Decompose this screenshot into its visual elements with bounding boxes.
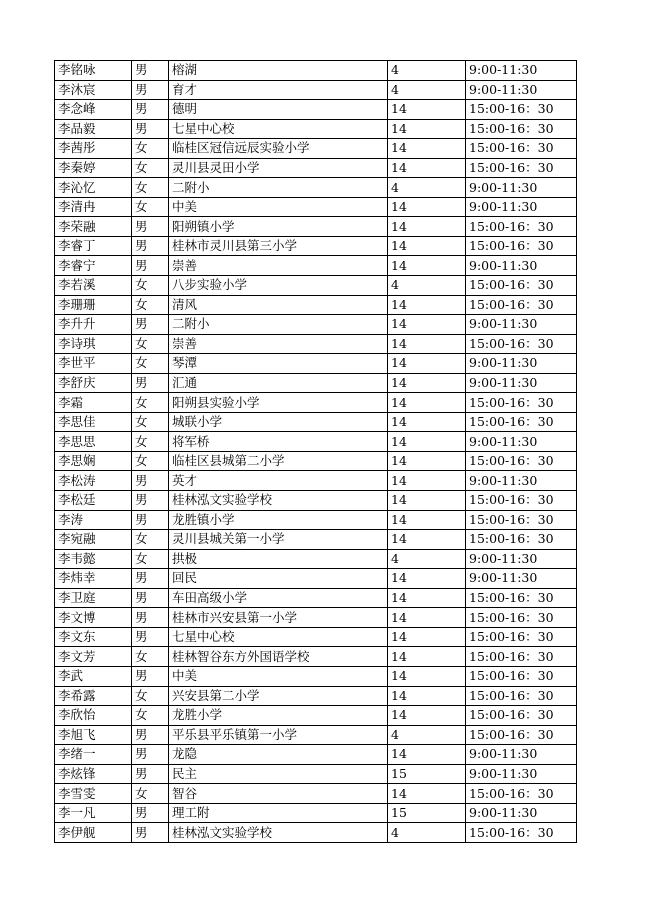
gender-cell: 女: [132, 354, 169, 374]
gender-cell: 男: [132, 315, 169, 335]
time-slot-cell: 15:00-16：30: [466, 276, 577, 296]
table-row: [55, 803, 577, 823]
grade-cell: 14: [388, 197, 466, 217]
time-slot-cell: 9:00-11:30: [466, 80, 577, 100]
table-row: [55, 549, 577, 569]
school-cell: 临桂区县城第二小学: [169, 451, 388, 471]
table-row: [55, 276, 577, 296]
student-name-cell: 李品毅: [55, 119, 132, 139]
gender-cell: 男: [132, 588, 169, 608]
grade-cell: 14: [388, 295, 466, 315]
time-slot-cell: 9:00-11:30: [466, 354, 577, 374]
roster-table: [54, 60, 577, 843]
table-row: [55, 764, 577, 784]
time-slot-cell: 15:00-16：30: [466, 627, 577, 647]
table-row: [55, 784, 577, 804]
gender-cell: 女: [132, 158, 169, 178]
table-row: [55, 334, 577, 354]
grade-cell: 14: [388, 491, 466, 511]
time-slot-cell: 15:00-16：30: [466, 706, 577, 726]
student-name-cell: 李世平: [55, 354, 132, 374]
student-name-cell: 李韦懿: [55, 549, 132, 569]
student-name-cell: 李松涛: [55, 471, 132, 491]
school-cell: 平乐县平乐镇第一小学: [169, 725, 388, 745]
grade-cell: 14: [388, 706, 466, 726]
time-slot-cell: 15:00-16：30: [466, 823, 577, 843]
student-name-cell: 李舒庆: [55, 373, 132, 393]
gender-cell: 女: [132, 706, 169, 726]
student-name-cell: 李伊舰: [55, 823, 132, 843]
grade-cell: 4: [388, 549, 466, 569]
gender-cell: 男: [132, 491, 169, 511]
table-row: [55, 530, 577, 550]
time-slot-cell: 9:00-11:30: [466, 569, 577, 589]
grade-cell: 14: [388, 373, 466, 393]
school-cell: 阳朔县实验小学: [169, 393, 388, 413]
grade-cell: 14: [388, 471, 466, 491]
school-cell: 智谷: [169, 784, 388, 804]
grade-cell: 14: [388, 745, 466, 765]
table-row: [55, 80, 577, 100]
gender-cell: 男: [132, 608, 169, 628]
gender-cell: 男: [132, 100, 169, 120]
gender-cell: 女: [132, 530, 169, 550]
grade-cell: 14: [388, 158, 466, 178]
student-name-cell: 李一凡: [55, 803, 132, 823]
gender-cell: 女: [132, 451, 169, 471]
time-slot-cell: 15:00-16：30: [466, 236, 577, 256]
student-name-cell: 李绪一: [55, 745, 132, 765]
time-slot-cell: 15:00-16：30: [466, 784, 577, 804]
grade-cell: 15: [388, 764, 466, 784]
table-row: [55, 100, 577, 120]
table-row: [55, 139, 577, 159]
gender-cell: 男: [132, 510, 169, 530]
time-slot-cell: 15:00-16：30: [466, 217, 577, 237]
gender-cell: 男: [132, 217, 169, 237]
school-cell: 八步实验小学: [169, 276, 388, 296]
table-row: [55, 491, 577, 511]
gender-cell: 女: [132, 139, 169, 159]
grade-cell: 14: [388, 315, 466, 335]
gender-cell: 男: [132, 627, 169, 647]
school-cell: 二附小: [169, 315, 388, 335]
table-row: [55, 588, 577, 608]
gender-cell: 女: [132, 197, 169, 217]
table-row: [55, 315, 577, 335]
table-row: [55, 745, 577, 765]
student-name-cell: 李雪雯: [55, 784, 132, 804]
time-slot-cell: 15:00-16：30: [466, 295, 577, 315]
gender-cell: 男: [132, 725, 169, 745]
grade-cell: 14: [388, 647, 466, 667]
student-name-cell: 李卫庭: [55, 588, 132, 608]
gender-cell: 女: [132, 393, 169, 413]
grade-cell: 14: [388, 334, 466, 354]
gender-cell: 男: [132, 764, 169, 784]
time-slot-cell: 9:00-11:30: [466, 315, 577, 335]
school-cell: 灵川县灵田小学: [169, 158, 388, 178]
grade-cell: 14: [388, 530, 466, 550]
gender-cell: 男: [132, 745, 169, 765]
table-row: [55, 451, 577, 471]
school-cell: 七星中心校: [169, 627, 388, 647]
student-name-cell: 李宛融: [55, 530, 132, 550]
gender-cell: 男: [132, 823, 169, 843]
grade-cell: 14: [388, 569, 466, 589]
time-slot-cell: 9:00-11:30: [466, 803, 577, 823]
student-name-cell: 李炜幸: [55, 569, 132, 589]
student-name-cell: 李炫锋: [55, 764, 132, 784]
school-cell: 兴安县第二小学: [169, 686, 388, 706]
time-slot-cell: 15:00-16：30: [466, 510, 577, 530]
table-row: [55, 393, 577, 413]
school-cell: 育才: [169, 80, 388, 100]
student-name-cell: 李沐宸: [55, 80, 132, 100]
gender-cell: 男: [132, 119, 169, 139]
student-name-cell: 李思思: [55, 432, 132, 452]
time-slot-cell: 15:00-16：30: [466, 100, 577, 120]
table-row: [55, 158, 577, 178]
time-slot-cell: 9:00-11:30: [466, 373, 577, 393]
gender-cell: 男: [132, 471, 169, 491]
table-row: [55, 666, 577, 686]
table-row: [55, 354, 577, 374]
grade-cell: 4: [388, 823, 466, 843]
time-slot-cell: 15:00-16：30: [466, 412, 577, 432]
grade-cell: 14: [388, 666, 466, 686]
grade-cell: 14: [388, 119, 466, 139]
gender-cell: 女: [132, 647, 169, 667]
time-slot-cell: 15:00-16：30: [466, 119, 577, 139]
gender-cell: 男: [132, 373, 169, 393]
time-slot-cell: 9:00-11:30: [466, 256, 577, 276]
grade-cell: 14: [388, 588, 466, 608]
gender-cell: 男: [132, 666, 169, 686]
table-row: [55, 197, 577, 217]
grade-cell: 4: [388, 276, 466, 296]
student-name-cell: 李睿丁: [55, 236, 132, 256]
time-slot-cell: 15:00-16：30: [466, 393, 577, 413]
student-name-cell: 李升升: [55, 315, 132, 335]
student-name-cell: 李旭飞: [55, 725, 132, 745]
time-slot-cell: 15:00-16：30: [466, 725, 577, 745]
time-slot-cell: 9:00-11:30: [466, 432, 577, 452]
grade-cell: 15: [388, 803, 466, 823]
time-slot-cell: 15:00-16：30: [466, 608, 577, 628]
school-cell: 龙胜小学: [169, 706, 388, 726]
grade-cell: 4: [388, 178, 466, 198]
table-row: [55, 119, 577, 139]
school-cell: 崇善: [169, 256, 388, 276]
grade-cell: 14: [388, 608, 466, 628]
grade-cell: 14: [388, 354, 466, 374]
time-slot-cell: 15:00-16：30: [466, 686, 577, 706]
gender-cell: 男: [132, 236, 169, 256]
student-name-cell: 李清冉: [55, 197, 132, 217]
time-slot-cell: 15:00-16：30: [466, 158, 577, 178]
school-cell: 崇善: [169, 334, 388, 354]
table-row: [55, 627, 577, 647]
table-row: [55, 510, 577, 530]
grade-cell: 4: [388, 61, 466, 81]
time-slot-cell: 15:00-16：30: [466, 647, 577, 667]
school-cell: 将军桥: [169, 432, 388, 452]
gender-cell: 男: [132, 803, 169, 823]
school-cell: 中美: [169, 197, 388, 217]
student-name-cell: 李念峰: [55, 100, 132, 120]
time-slot-cell: 9:00-11:30: [466, 745, 577, 765]
gender-cell: 女: [132, 549, 169, 569]
school-cell: 七星中心校: [169, 119, 388, 139]
gender-cell: 女: [132, 686, 169, 706]
table-row: [55, 686, 577, 706]
roster-body: [55, 61, 577, 843]
gender-cell: 男: [132, 80, 169, 100]
time-slot-cell: 9:00-11:30: [466, 61, 577, 81]
student-name-cell: 李武: [55, 666, 132, 686]
table-row: [55, 256, 577, 276]
student-name-cell: 李珊珊: [55, 295, 132, 315]
table-row: [55, 471, 577, 491]
table-row: [55, 569, 577, 589]
grade-cell: 14: [388, 412, 466, 432]
table-row: [55, 178, 577, 198]
grade-cell: 4: [388, 725, 466, 745]
school-cell: 英才: [169, 471, 388, 491]
school-cell: 龙胜镇小学: [169, 510, 388, 530]
time-slot-cell: 15:00-16：30: [466, 666, 577, 686]
grade-cell: 14: [388, 100, 466, 120]
grade-cell: 14: [388, 627, 466, 647]
grade-cell: 14: [388, 236, 466, 256]
gender-cell: 男: [132, 61, 169, 81]
student-name-cell: 李思佳: [55, 412, 132, 432]
gender-cell: 女: [132, 412, 169, 432]
school-cell: 德明: [169, 100, 388, 120]
school-cell: 琴潭: [169, 354, 388, 374]
school-cell: 回民: [169, 569, 388, 589]
table-row: [55, 725, 577, 745]
grade-cell: 14: [388, 432, 466, 452]
table-row: [55, 373, 577, 393]
student-name-cell: 李茜彤: [55, 139, 132, 159]
school-cell: 理工附: [169, 803, 388, 823]
student-name-cell: 李思娴: [55, 451, 132, 471]
time-slot-cell: 15:00-16：30: [466, 491, 577, 511]
student-name-cell: 李欣怡: [55, 706, 132, 726]
school-cell: 中美: [169, 666, 388, 686]
gender-cell: 女: [132, 276, 169, 296]
school-cell: 城联小学: [169, 412, 388, 432]
student-name-cell: 李诗琪: [55, 334, 132, 354]
student-name-cell: 李若溪: [55, 276, 132, 296]
school-cell: 桂林市兴安县第一小学: [169, 608, 388, 628]
time-slot-cell: 15:00-16：30: [466, 139, 577, 159]
grade-cell: 14: [388, 139, 466, 159]
table-row: [55, 236, 577, 256]
gender-cell: 女: [132, 334, 169, 354]
gender-cell: 男: [132, 569, 169, 589]
time-slot-cell: 9:00-11:30: [466, 197, 577, 217]
time-slot-cell: 15:00-16：30: [466, 588, 577, 608]
time-slot-cell: 15:00-16：30: [466, 451, 577, 471]
school-cell: 汇通: [169, 373, 388, 393]
table-row: [55, 217, 577, 237]
time-slot-cell: 9:00-11:30: [466, 471, 577, 491]
school-cell: 阳朔镇小学: [169, 217, 388, 237]
grade-cell: 14: [388, 393, 466, 413]
student-name-cell: 李睿宁: [55, 256, 132, 276]
grade-cell: 4: [388, 80, 466, 100]
time-slot-cell: 9:00-11:30: [466, 764, 577, 784]
student-name-cell: 李涛: [55, 510, 132, 530]
school-cell: 榕湖: [169, 61, 388, 81]
school-cell: 桂林市灵川县第三小学: [169, 236, 388, 256]
school-cell: 龙隐: [169, 745, 388, 765]
grade-cell: 14: [388, 784, 466, 804]
student-name-cell: 李铭咏: [55, 61, 132, 81]
school-cell: 临桂区冠信远辰实验小学: [169, 139, 388, 159]
student-name-cell: 李沁忆: [55, 178, 132, 198]
school-cell: 民主: [169, 764, 388, 784]
student-name-cell: 李秦婷: [55, 158, 132, 178]
student-name-cell: 李文芳: [55, 647, 132, 667]
table-row: [55, 647, 577, 667]
school-cell: 拱极: [169, 549, 388, 569]
time-slot-cell: 9:00-11:30: [466, 549, 577, 569]
student-name-cell: 李霜: [55, 393, 132, 413]
grade-cell: 14: [388, 256, 466, 276]
time-slot-cell: 15:00-16：30: [466, 530, 577, 550]
gender-cell: 男: [132, 256, 169, 276]
grade-cell: 14: [388, 451, 466, 471]
student-name-cell: 李文博: [55, 608, 132, 628]
grade-cell: 14: [388, 686, 466, 706]
time-slot-cell: 15:00-16：30: [466, 334, 577, 354]
table-row: [55, 412, 577, 432]
school-cell: 二附小: [169, 178, 388, 198]
gender-cell: 女: [132, 784, 169, 804]
table-row: [55, 61, 577, 81]
time-slot-cell: 9:00-11:30: [466, 178, 577, 198]
student-name-cell: 李松廷: [55, 491, 132, 511]
school-cell: 桂林智谷东方外国语学校: [169, 647, 388, 667]
grade-cell: 14: [388, 217, 466, 237]
school-cell: 桂林泓文实验学校: [169, 823, 388, 843]
table-row: [55, 295, 577, 315]
gender-cell: 女: [132, 178, 169, 198]
school-cell: 桂林泓文实验学校: [169, 491, 388, 511]
table-row: [55, 432, 577, 452]
school-cell: 车田高级小学: [169, 588, 388, 608]
grade-cell: 14: [388, 510, 466, 530]
student-name-cell: 李文东: [55, 627, 132, 647]
table-row: [55, 706, 577, 726]
gender-cell: 女: [132, 295, 169, 315]
gender-cell: 女: [132, 432, 169, 452]
table-row: [55, 608, 577, 628]
table-row: [55, 823, 577, 843]
school-cell: 清风: [169, 295, 388, 315]
student-name-cell: 李希露: [55, 686, 132, 706]
student-name-cell: 李荣融: [55, 217, 132, 237]
school-cell: 灵川县城关第一小学: [169, 530, 388, 550]
